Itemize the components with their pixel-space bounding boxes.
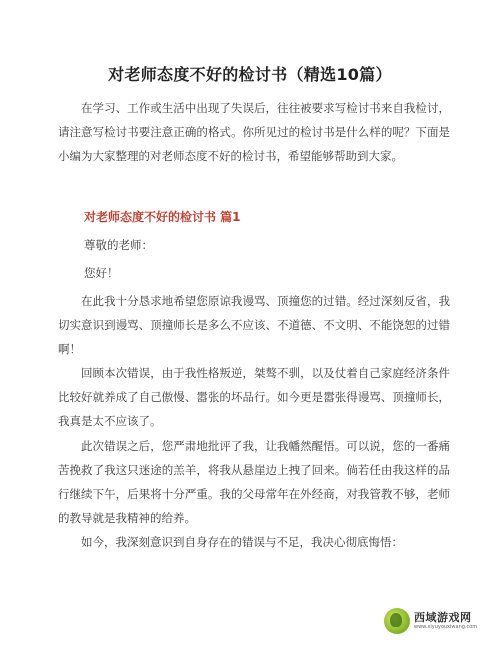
salutation: 尊敬的老师： xyxy=(84,238,153,252)
leaf-logo-icon xyxy=(384,608,410,634)
body-paragraph-3: 此次错误之后，您严肃地批评了我，让我幡然醒悟。可以说，您的一番痛苦挽救了我这只迷途的羔羊，将我从悬崖边上拽了回来。倘若任由我这样的品行继续下午，后果将十分严重。我的父母常年在外经商，对我管教不够，老师的教导就是我精神的给养。 xyxy=(58,439,450,525)
watermark-logo xyxy=(384,607,488,635)
body-paragraph-2: 回顾本次错误，由于我性格叛逆，桀骜不驯，以及仗着自己家庭经济条件比较好就养成了自己傲慢、嚣张的坏品行。如今更是嚣张得谩骂、顶撞师长，我真是太不应该了。 xyxy=(58,366,450,428)
greeting: 您好！ xyxy=(84,266,119,280)
body-paragraph-4: 如今，我深刻意识到自身存在的错误与不足，我决心彻底悔悟： xyxy=(81,535,403,549)
body-paragraph-1: 在此我十分恳求地希望您原谅我谩骂、顶撞您的过错。经过深刻反省，我切实意识到谩骂、顶撞师长是多么不应该、不道德、不文明、不能饶恕的过错啊！ xyxy=(58,294,450,356)
document-title: 对老师态度不好的检讨书（精选10篇） xyxy=(108,65,392,84)
intro-paragraph: 在学习、工作或生活中出现了失误后，往往被要求写检讨书来自我检讨，请注意写检讨书要注意正确的格式。你所见过的检讨书是什么样的呢？下面是小编为大家整理的对老师态度不好的检讨书，希望能够帮助到大家。 xyxy=(58,101,450,163)
watermark-name: 西域游戏网 xyxy=(414,611,472,624)
watermark-url: www.xiyuyouxiwang.com xyxy=(414,624,478,630)
section-heading: 对老师态度不好的检讨书 篇1 xyxy=(84,210,241,224)
